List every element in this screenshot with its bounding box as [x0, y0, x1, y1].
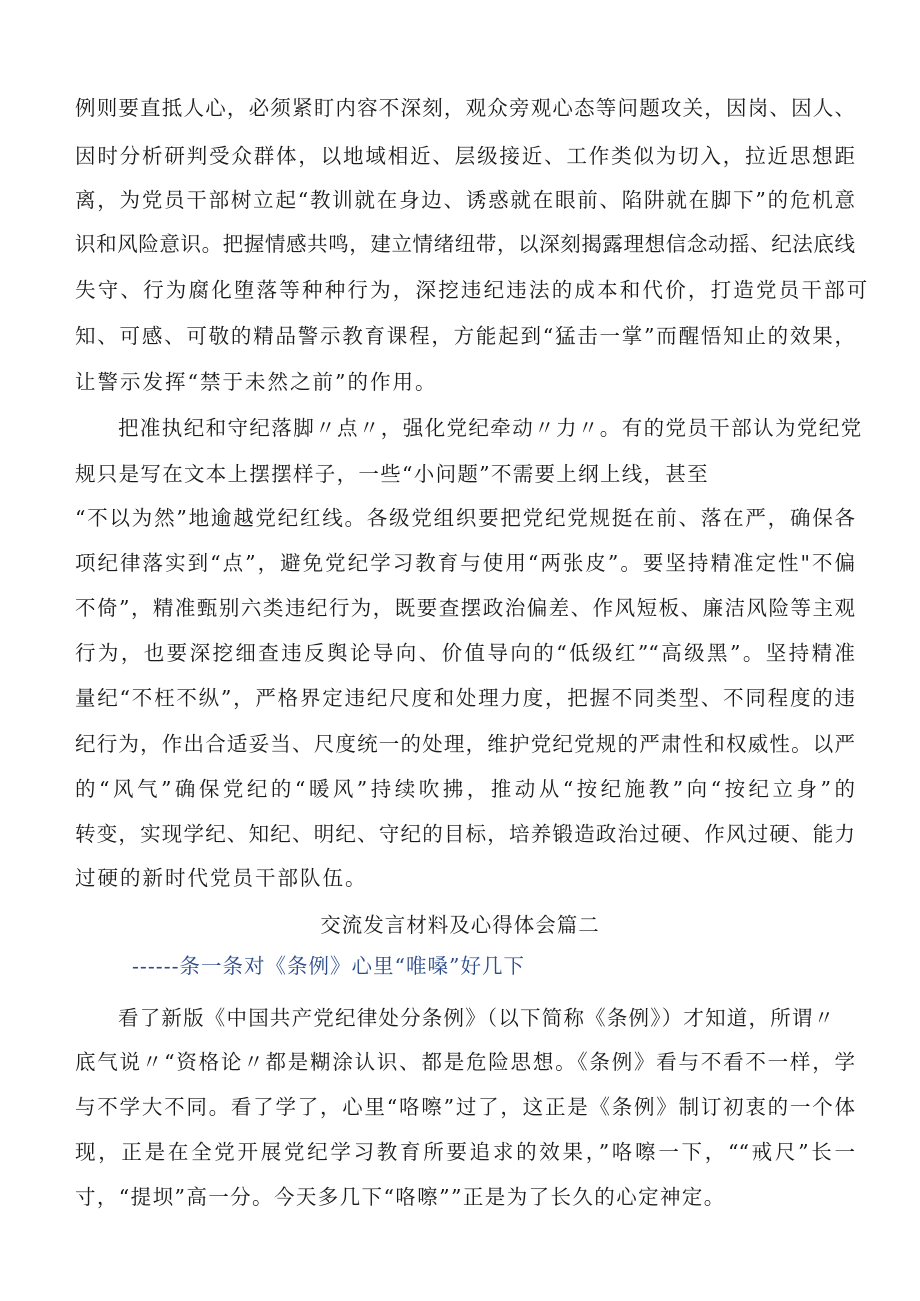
paragraph-line: 看了新版《中国共产党纪律处分条例》（以下简称《条例》）才知道，所谓〃 [118, 1006, 836, 1030]
paragraph-line: 离，为党员干部树立起“教训就在身边、诱惑就在眼前、陷阱就在脚下”的危机意 [75, 188, 855, 212]
paragraph-line: 现，正是在全党开展党纪学习教育所要追求的效果，”咯嚓一下，““戒尺”长一 [75, 1140, 855, 1164]
paragraph-line: 因时分析研判受众群体，以地域相近、层级接近、工作类似为切入，拉近思想距 [75, 144, 855, 168]
paragraph-line: 底气说〃“资格论〃都是糊涂认识、都是危险思想。《条例》看与不看不一样，学 [75, 1050, 855, 1074]
section-title: 交流发言材料及心得体会篇二 [320, 913, 600, 937]
paragraph-line: 不倚”，精准甄别六类违纪行为，既要查摆政治偏差、作风短板、廉洁风险等主观 [75, 596, 855, 620]
paragraph-line: 失守、行为腐化堕落等种种行为，深挖违纪违法的成本和代价，打造党员干部可 [75, 278, 870, 302]
paragraph-line: 量纪“不枉不纵”，严格界定违纪尺度和处理力度，把握不同类型、不同程度的违 [75, 686, 855, 710]
paragraph-line: 转变，实现学纪、知纪、明纪、守纪的目标，培养锻造政治过硬、作风过硬、能力 [75, 822, 855, 846]
paragraph-line: 规只是写在文本上摆摆样子，一些“小问题”不需要上纲上线，甚至 [75, 462, 709, 486]
paragraph-line: 让警示发挥“禁于未然之前”的作用。 [75, 370, 438, 394]
paragraph-line: “不以为然”地逾越党纪红线。各级党组织要把党纪党规挺在前、落在严，确保各 [75, 506, 855, 530]
paragraph-line: 与不学大不同。看了学了，心里“咯嚓”过了，这正是《条例》制订初衷的一个体 [75, 1095, 855, 1119]
paragraph-line: 的“风气”确保党纪的“暖风”持续吹拂，推动从“按纪施教”向“按纪立身”的 [75, 777, 855, 801]
paragraph-line: 寸，“提坝”高一分。今天多几下“咯嚓””正是为了长久的心定神定。 [75, 1185, 726, 1209]
paragraph-line: 例则要直抵人心，必须紧盯内容不深刻，观众旁观心态等问题攻关，因岗、因人、 [75, 96, 855, 120]
paragraph-line: 识和风险意识。把握情感共鸣，建立情绪纽带，以深刻揭露理想信念动摇、纪法底线 [75, 232, 855, 256]
paragraph-line: 行为，也要深挖细查违反舆论导向、价值导向的“低级红”“高级黑”。坚持精准 [75, 641, 855, 665]
paragraph-line: 项纪律落实到“点”，避免党纪学习教育与使用“两张皮”。要坚持精准定性"不偏 [75, 551, 855, 575]
paragraph-line: 知、可感、可敬的精品警示教育课程，方能起到“猛击一掌”而醒悟知止的效果， [75, 324, 855, 348]
paragraph-line: 过硬的新时代党员干部队伍。 [75, 866, 368, 890]
paragraph-line: 把准执纪和守纪落脚〃点〃，强化党纪牵动〃力〃。有的党员干部认为党纪党 [118, 416, 863, 440]
paragraph-line: 纪行为，作出合适妥当、尺度统一的处理，维护党纪党规的严肃性和权威性。以严 [75, 732, 855, 756]
section-subtitle: ------条一条对《条例》心里“唯嗓”好几下 [132, 954, 526, 978]
